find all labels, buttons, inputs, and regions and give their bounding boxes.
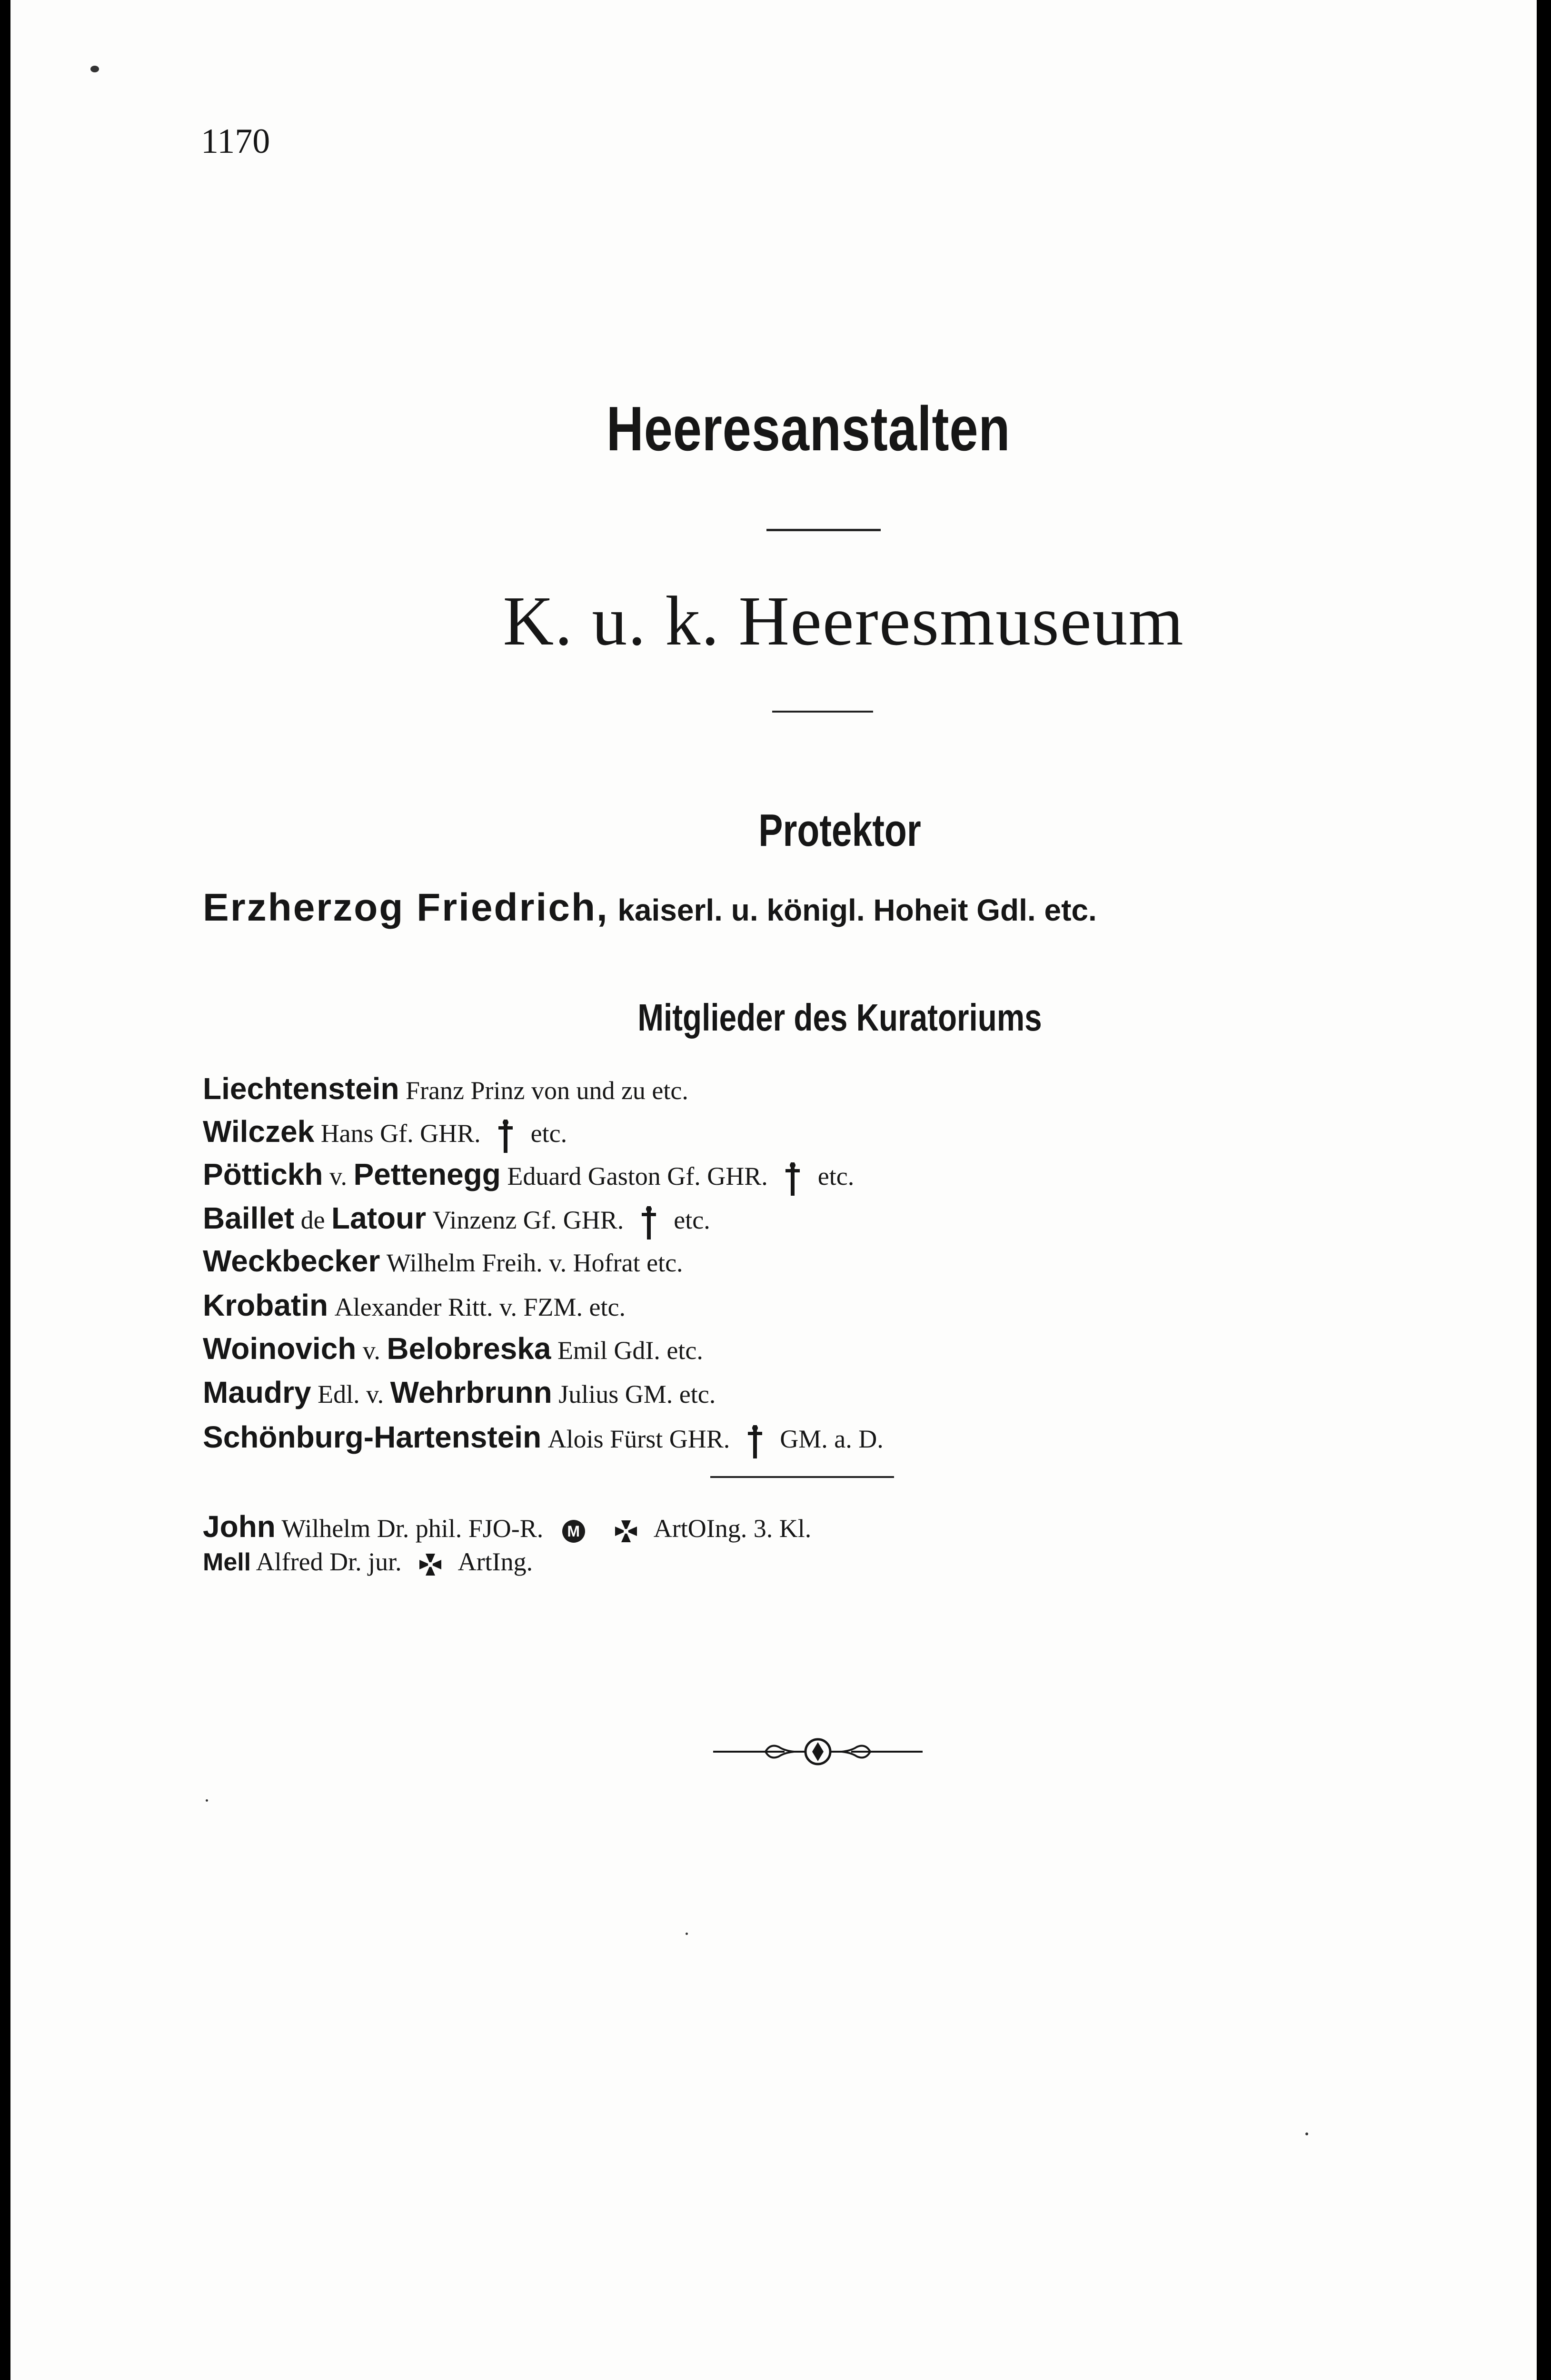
member-name: Latour <box>331 1201 427 1235</box>
member-details: Emil GdI. etc. <box>557 1336 703 1365</box>
staff-details: Alfred Dr. jur. <box>256 1547 402 1576</box>
order-cross-icon <box>785 1162 801 1196</box>
staff-entry <box>203 1509 811 1544</box>
scan-speck <box>206 1799 208 1802</box>
museum-title: K. u. k. Heeresmuseum <box>503 582 1184 660</box>
member-name: Woinovich <box>203 1331 357 1366</box>
member-details: GM. a. D. <box>780 1425 884 1453</box>
member-details: Vinzenz Gf. GHR. <box>432 1206 624 1234</box>
staff-name: John <box>203 1509 276 1544</box>
list-item <box>203 1419 884 1458</box>
member-particle: Edl. v. <box>318 1380 384 1408</box>
member-name: Wehrbrunn <box>390 1375 552 1409</box>
list-item <box>203 1375 716 1410</box>
list-item <box>203 1331 703 1366</box>
member-details: Hans Gf. GHR. <box>320 1119 481 1148</box>
kuratorium-heading: Mitglieder des Kuratoriums <box>637 996 1042 1039</box>
member-name: Baillet <box>203 1201 295 1235</box>
list-item <box>203 1243 683 1279</box>
member-name: Maudry <box>203 1375 311 1409</box>
divider-rule <box>710 1476 894 1478</box>
member-particle: v. <box>329 1162 347 1190</box>
list-item <box>203 1114 567 1153</box>
member-details: Wilhelm Freih. v. Hofrat etc. <box>386 1249 683 1277</box>
list-item <box>203 1071 688 1106</box>
ornament-icon <box>713 1733 923 1771</box>
order-cross-icon <box>497 1120 514 1153</box>
section-heading: Heeresanstalten <box>606 394 1011 464</box>
member-name: Pettenegg <box>353 1157 501 1191</box>
member-name: Schönburg-Hartenstein <box>203 1420 542 1454</box>
member-details: Franz Prinz von und zu etc. <box>406 1076 688 1105</box>
scan-speck <box>90 66 99 72</box>
protektor-heading: Protektor <box>758 805 921 856</box>
member-details: Eduard Gaston Gf. GHR. <box>507 1162 768 1190</box>
protektor-name: Erzherzog Friedrich, <box>203 886 609 929</box>
list-item <box>203 1200 710 1240</box>
member-name: Liechtenstein <box>203 1071 399 1106</box>
maltese-cross-icon <box>613 1518 639 1544</box>
member-details: etc. <box>817 1162 855 1190</box>
order-cross-icon <box>747 1425 763 1458</box>
member-details: Julius GM. etc. <box>558 1380 716 1408</box>
page-number: 1170 <box>201 122 270 161</box>
member-name: Belobreska <box>387 1331 551 1366</box>
staff-name: Mell <box>203 1548 251 1576</box>
member-particle: v. <box>362 1336 380 1365</box>
list-item <box>203 1157 854 1196</box>
protektor-title: kaiserl. u. königl. Hoheit Gdl. etc. <box>617 893 1097 927</box>
member-name: Wilczek <box>203 1114 315 1149</box>
order-badge-icon: M <box>562 1520 585 1543</box>
member-details: etc. <box>674 1206 710 1234</box>
staff-entry <box>203 1547 533 1577</box>
protektor-line <box>203 885 1097 930</box>
member-details: etc. <box>530 1119 567 1148</box>
staff-details: ArtIng. <box>457 1547 533 1576</box>
scan-speck <box>1305 2132 1308 2135</box>
member-particle: de <box>300 1206 325 1234</box>
member-name: Weckbecker <box>203 1244 380 1278</box>
scan-speck <box>686 1933 688 1935</box>
member-name: Pöttickh <box>203 1157 323 1191</box>
member-name: Krobatin <box>203 1288 328 1322</box>
member-details: Alexander Ritt. v. FZM. etc. <box>334 1293 626 1321</box>
document-page <box>10 0 1537 2380</box>
divider-rule <box>766 529 881 531</box>
member-details: Alois Fürst GHR. <box>547 1425 730 1453</box>
order-cross-icon <box>641 1206 657 1240</box>
divider-rule <box>772 711 873 713</box>
staff-details: ArtOIng. 3. Kl. <box>653 1514 812 1543</box>
list-item <box>203 1288 626 1323</box>
staff-details: Wilhelm Dr. phil. FJO-R. <box>281 1514 544 1543</box>
maltese-cross-icon <box>418 1552 443 1577</box>
